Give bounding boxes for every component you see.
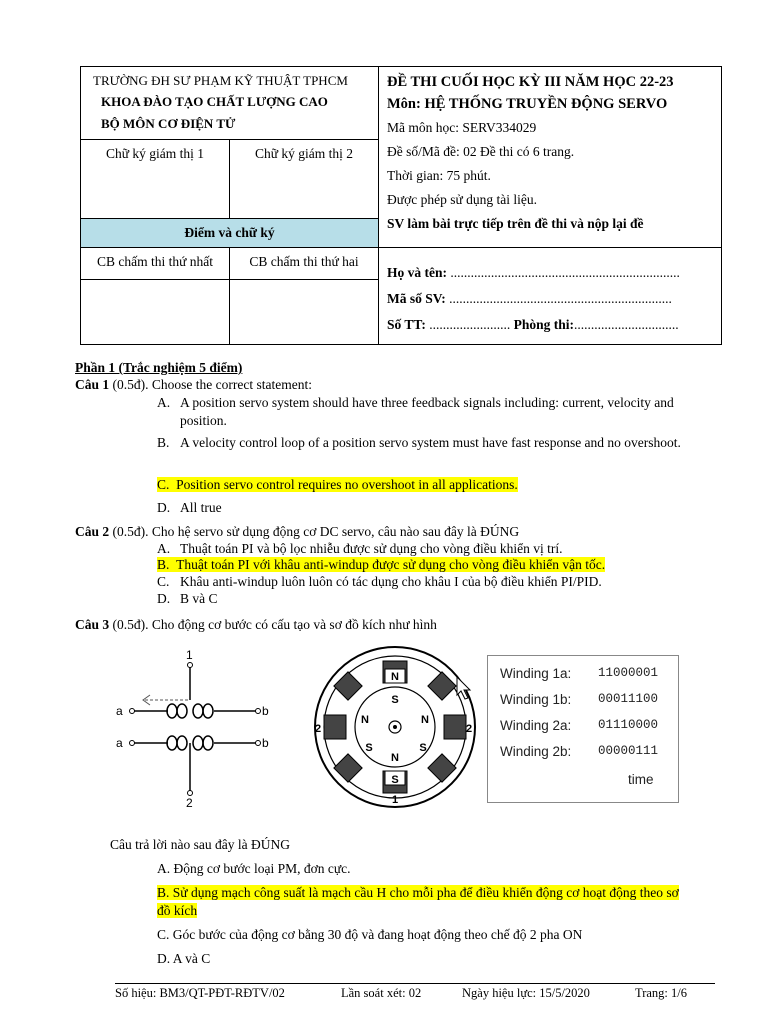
school-line2: KHOA ĐÀO TẠO CHẤT LƯỢNG CAO	[101, 94, 328, 109]
motor-label-2-left: 2	[314, 723, 322, 735]
motor-label-s-bottom: S	[391, 774, 399, 786]
order-room-line	[379, 312, 721, 344]
name-line	[379, 248, 721, 286]
winding-1b-bits: 00011100	[598, 692, 659, 706]
part1-title: Phần 1 (Trắc nghiệm 5 điểm)	[75, 360, 243, 375]
coil-label-b-bottom: b	[262, 736, 269, 750]
time-label: time	[628, 772, 654, 787]
id-field[interactable]: ..................................................................	[449, 291, 672, 306]
q3-option-a[interactable]: A. Động cơ bước loại PM, đơn cực.	[157, 861, 351, 876]
student-info-cell	[379, 248, 722, 345]
footer-code: Số hiệu: BM3/QT-PĐT-RĐTV/02	[115, 986, 285, 1000]
q1-text: Choose the correct statement:	[151, 377, 312, 392]
motor-label-n-right: N	[421, 714, 429, 726]
q1-option-c: Position servo control requires no overshoot in all applications.	[176, 477, 518, 492]
q1-option-d-letter: D.	[157, 500, 171, 515]
q1-label: Câu 1	[75, 377, 110, 392]
exam-time: Thời gian: 75 phút.	[387, 168, 491, 183]
exam-info-cell	[379, 67, 722, 248]
q2-text: Cho hệ servo sử dụng động cơ DC servo, câu nào sau đây là ĐÚNG	[151, 524, 520, 539]
name-label: Họ và tên:	[387, 265, 447, 280]
q2-option-b-line[interactable]	[157, 556, 605, 574]
q1-option-c-letter: C.	[157, 477, 170, 492]
q2-option-c-letter: C.	[157, 574, 170, 589]
proctor2-cell	[230, 140, 379, 219]
q1-option-d[interactable]: All true	[180, 500, 222, 515]
q3-option-c[interactable]: C. Góc bước của động cơ bằng 30 độ và đang hoạt động theo chế độ 2 pha ON	[157, 927, 583, 942]
exam-title: ĐỀ THI CUỐI HỌC KỲ III NĂM HỌC 22-23	[387, 74, 674, 90]
motor-label-s-top: S	[391, 694, 399, 706]
coil-label-1: 1	[186, 648, 193, 662]
question-1	[75, 376, 312, 394]
q3-prompt: Câu trả lời nào sau đây là ĐÚNG	[110, 837, 290, 852]
proctor2-label: Chữ ký giám thị 2	[254, 146, 354, 161]
q3-points: (0.5đ).	[109, 617, 152, 632]
q1-option-b-letter: B.	[157, 435, 170, 450]
grader2-cell	[230, 248, 379, 280]
coil-label-a-top: a	[116, 704, 123, 718]
q1-option-a-letter: A.	[157, 395, 171, 410]
q2-option-d-letter: D.	[157, 591, 171, 606]
q2-option-c[interactable]: Khâu anti-windup luôn luôn có tác dụng cho khâu I của bộ điều khiển PI/PID.	[180, 574, 602, 589]
q1-option-c-line[interactable]	[157, 476, 518, 494]
motor-label-s-left: S	[365, 742, 373, 754]
winding-2a-name: Winding 2a:	[500, 718, 572, 733]
name-field[interactable]: ....................................................................	[450, 265, 680, 280]
q2-option-d[interactable]: B và C	[180, 591, 218, 606]
q2-option-a-letter: A.	[157, 541, 171, 556]
stepper-motor-diagram	[305, 643, 485, 808]
question-2	[75, 523, 519, 541]
q2-option-a[interactable]: Thuật toán PI và bộ lọc nhiễu được sử dụng cho vòng điều khiển vị trí.	[180, 541, 563, 556]
q2-option-b-letter: B.	[157, 557, 170, 572]
q2-points: (0.5đ).	[109, 524, 152, 539]
grader1-label: CB chấm thi thứ nhất	[96, 254, 214, 269]
motor-label-n-top: N	[391, 671, 399, 683]
page-footer	[115, 983, 715, 1000]
q1-option-b[interactable]: A velocity control loop of a position servo system must have fast response and no overshoot.	[180, 435, 681, 450]
winding-2a-bits: 01110000	[598, 718, 659, 732]
q3-label: Câu 3	[75, 617, 110, 632]
room-label: Phòng thi:	[513, 317, 575, 332]
q1-points: (0.5đ).	[109, 377, 152, 392]
winding-2b-name: Winding 2b:	[500, 744, 572, 759]
q2-label: Câu 2	[75, 524, 110, 539]
q3-option-b: B. Sử dụng mạch công suất là mạch cầu H cho mỗi pha để điều khiển động cơ hoạt động theo sơ đồ kích	[157, 885, 679, 918]
q3-option-d[interactable]: D. A và C	[157, 951, 211, 966]
q3-option-b-wrap[interactable]	[157, 884, 687, 920]
grader2-sign-cell	[230, 279, 379, 344]
question-3	[75, 616, 437, 634]
grader2-label: CB chấm thi thứ hai	[249, 254, 359, 269]
coil-label-a-bottom: a	[116, 736, 123, 750]
grader1-sign-cell	[81, 279, 230, 344]
school-line1: TRƯỜNG ĐH SƯ PHẠM KỸ THUẬT TPHCM	[93, 73, 348, 88]
school-line3: BỘ MÔN CƠ ĐIỆN TỬ	[101, 116, 236, 131]
school-cell	[81, 67, 379, 140]
grader1-cell	[81, 248, 230, 280]
score-header-cell	[81, 219, 379, 248]
motor-label-s-right: S	[419, 742, 427, 754]
coil-label-b-top: b	[262, 704, 269, 718]
proctor1-cell	[81, 140, 230, 219]
motor-label-n-bottom: N	[391, 752, 399, 764]
materials-note: Được phép sử dụng tài liệu.	[387, 192, 537, 207]
winding-1b-name: Winding 1b:	[500, 692, 572, 707]
exam-code: Đề số/Mã đề: 02 Đề thi có 6 trang.	[387, 144, 575, 159]
order-field[interactable]: ........................	[429, 317, 511, 332]
score-label: Điểm và chữ ký	[184, 225, 275, 240]
winding-1a-name: Winding 1a:	[500, 666, 572, 681]
q3-text: Cho động cơ bước có cấu tạo và sơ đồ kích như hình	[151, 617, 437, 632]
motor-label-n-left: N	[361, 714, 369, 726]
winding-2b-bits: 00000111	[598, 744, 659, 758]
room-field[interactable]: ...............................	[574, 317, 679, 332]
order-label: Số TT:	[387, 317, 426, 332]
proctor1-label: Chữ ký giám thị 1	[105, 146, 205, 161]
motor-label-2-right: 2	[465, 723, 473, 735]
instruction-note: SV làm bài trực tiếp trên đề thi và nộp lại đề	[387, 216, 644, 231]
footer-revision: Lần soát xét: 02	[341, 986, 422, 1000]
q2-option-b: Thuật toán PI với khâu anti-windup được sử dụng cho vòng điều khiển vận tốc.	[176, 557, 606, 572]
q1-option-a[interactable]: A position servo system should have three feedback signals including: current, velocity and position.	[180, 395, 674, 428]
id-line	[379, 286, 721, 312]
footer-page: Trang: 1/6	[635, 986, 687, 1000]
course-code: Mã môn học: SERV334029	[387, 120, 537, 135]
winding-sequence-table	[487, 655, 679, 803]
motor-label-1-bottom: 1	[391, 794, 399, 806]
coil-diagram	[110, 645, 280, 810]
id-label: Mã số SV:	[387, 291, 446, 306]
winding-1a-bits: 11000001	[598, 666, 659, 680]
footer-effective-date: Ngày hiệu lực: 15/5/2020	[462, 986, 590, 1000]
exam-header-table	[80, 66, 722, 345]
coil-label-2: 2	[186, 796, 193, 810]
subject-title: Môn: HỆ THỐNG TRUYỀN ĐỘNG SERVO	[387, 96, 668, 112]
